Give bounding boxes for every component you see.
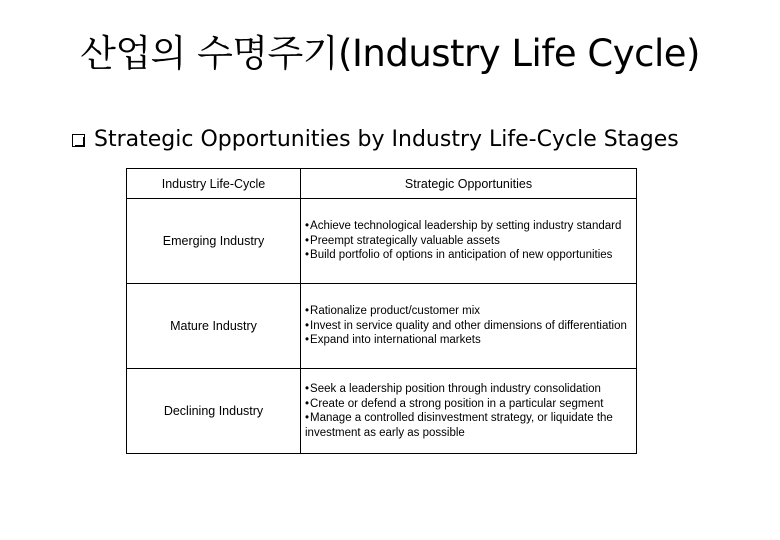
subtitle-line [72,125,679,155]
opportunity-item: • Create or defend a strong position in a particular segment [305,397,634,412]
table-row-emerging [127,199,637,284]
opportunity-list [305,382,634,440]
stage-cell: Declining Industry [127,369,301,454]
slide-title: 산업의 수명주기(Industry Life Cycle) [80,32,700,75]
table-row-mature [127,284,637,369]
subtitle-text: Strategic Opportunities by Industry Life-Cycle Stages [94,127,679,152]
opportunity-item: • Seek a leadership position through industry consolidation [305,382,634,397]
opportunity-item: • Build portfolio of options in anticipation of new opportunities [305,248,634,263]
header-life-cycle: Industry Life-Cycle [127,169,301,199]
opportunity-item: • Achieve technological leadership by setting industry standard [305,219,634,234]
stage-cell: Emerging Industry [127,199,301,284]
opportunity-item: • Manage a controlled disinvestment strategy, or liquidate the investment as early as possible [305,411,634,440]
table-header-row [127,169,637,199]
opportunities-cell [301,369,637,454]
opportunity-item: • Expand into international markets [305,333,634,348]
header-strategic-opportunities: Strategic Opportunities [301,169,637,199]
table-row-declining [127,369,637,454]
opportunity-item: • Invest in service quality and other dimensions of differentiation [305,319,634,334]
checkbox-bullet-icon [72,134,85,147]
stage-cell: Mature Industry [127,284,301,369]
opportunity-item: • Preempt strategically valuable assets [305,234,634,249]
opportunity-list [305,219,634,263]
opportunity-list [305,304,634,348]
opportunities-table [126,168,637,454]
opportunities-cell [301,199,637,284]
opportunities-cell [301,284,637,369]
opportunity-item: • Rationalize product/customer mix [305,304,634,319]
